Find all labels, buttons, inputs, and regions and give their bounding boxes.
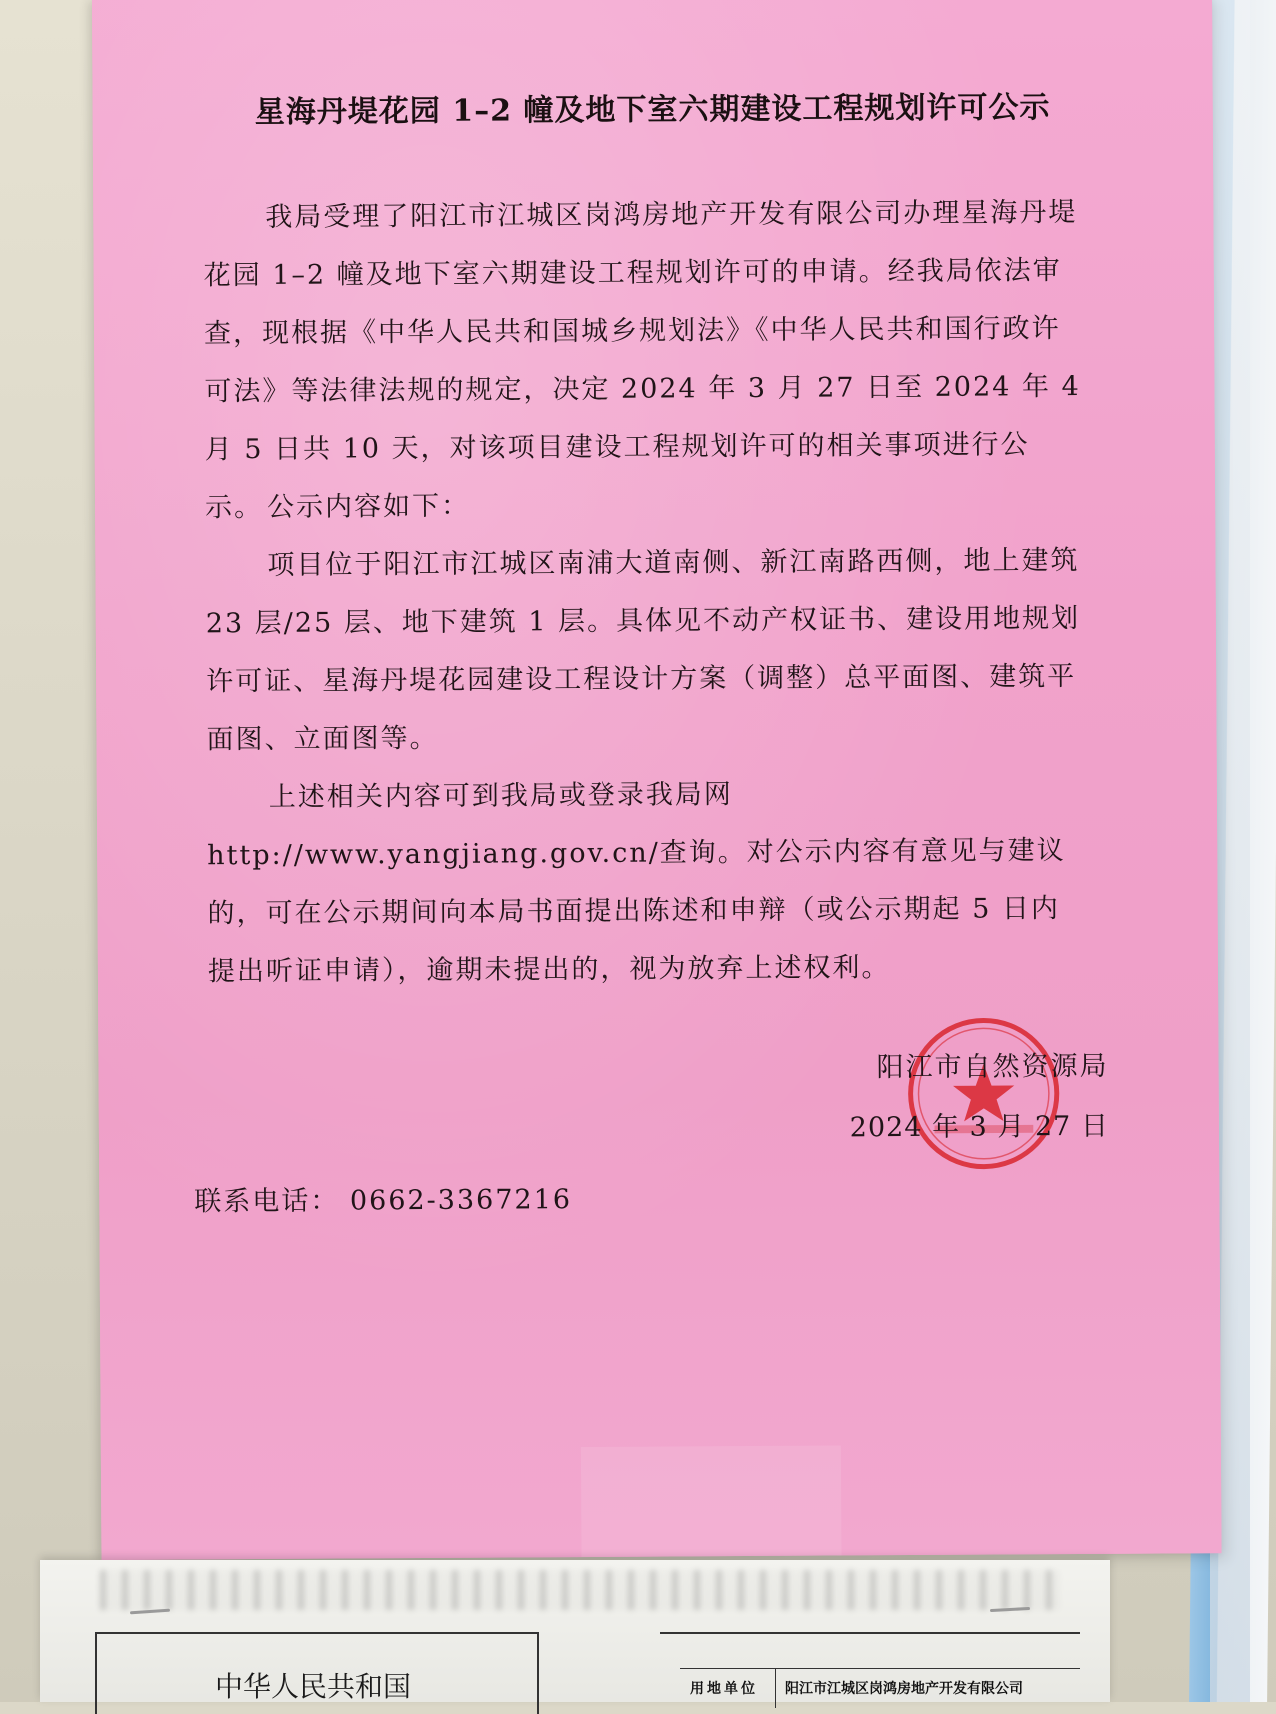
photocopy-smudge xyxy=(100,1570,1060,1610)
field-label-land-user: 用地单位 xyxy=(690,1681,758,1697)
notice-paragraph-intro: 我局受理了阳江市江城区岗鸿房地产开发有限公司办理星海丹堤花园 1–2 幢及地下室六期建设工程规划许可的申请。经我局依法审查，现根据《中华人民共和国城乡规划法》《中华人民共和国行政许可法》等法律法规的规定，决定 2024 年 3 月 27 日至 2024 年 4 月 5 日共 10 天，对该项目建设工程规划许可的相关事项进行公示。 xyxy=(203,196,1081,524)
pink-notice-sheet xyxy=(92,0,1222,1560)
signature-organization: 阳江市自然资源局 xyxy=(876,1050,1109,1084)
notice-paragraph-project: 项目位于阳江市江城区南浦大道南侧、新江南路西侧，地上建筑 23 层/25 层、地下建筑 1 层。具体见不动产权证书、建设用地规划许可证、星海丹堤花园建设工程设计方案（调整）总平面图、建筑平面图、立面图等。 xyxy=(205,544,1081,756)
official-seal xyxy=(904,1014,1063,1173)
notice-paragraph-heading: 公示内容如下： xyxy=(267,490,471,523)
field-value-land-user: 阳江市江城区岗鸿房地产开发有限公司 xyxy=(785,1681,1023,1697)
table-line xyxy=(680,1668,1080,1669)
certificate-left-heading: 中华人民共和国 xyxy=(215,1670,412,1703)
notice-title: 星海丹堤花园 1–2 幢及地下室六期建设工程规划许可公示 xyxy=(254,90,1051,131)
signature-date: 2024 年 3 月 27 日 xyxy=(849,1110,1109,1144)
pin-right xyxy=(990,1607,1030,1612)
table-divider xyxy=(775,1668,776,1708)
contact-phone: 联系电话： 0662-3367216 xyxy=(194,1184,573,1218)
notice-paragraph-feedback: 上述相关内容可到我局或登录我局网 http://www.yangjiang.gov.cn/查询。对公示内容有意见与建议的，可在公示期间向本局书面提出陈述和申辩（或公示期起 5 日内提出听证申请），逾期未提出的，视为放弃上述权利。 xyxy=(207,779,1066,988)
paper-fold xyxy=(581,1445,842,1557)
bottom-certificate-document xyxy=(40,1560,1110,1702)
